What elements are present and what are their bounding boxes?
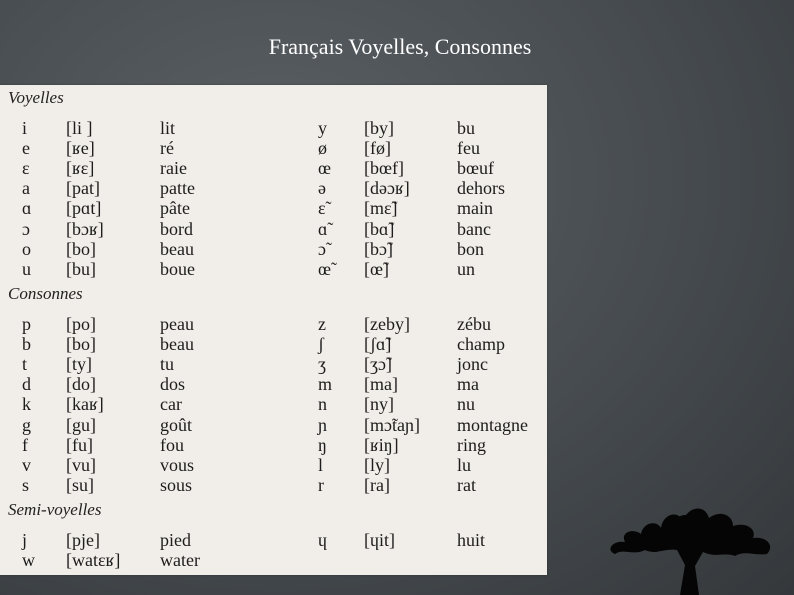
cell-example: dos	[160, 374, 186, 395]
cell-symbol-2: œ	[318, 158, 331, 179]
table-row	[0, 158, 547, 178]
cell-transcription: [vu]	[66, 454, 96, 475]
cell-example-2: bœuf	[457, 158, 494, 179]
cell-symbol: u	[22, 258, 31, 279]
table-row	[0, 138, 547, 158]
table-row	[0, 530, 547, 550]
cell-symbol-2: m	[318, 374, 333, 395]
cell-transcription: [pje]	[66, 530, 100, 550]
cell-transcription-2: [ɥit]	[364, 530, 395, 550]
cell-example: sous	[160, 474, 193, 495]
cell-transcription-2: [œ̃]	[364, 258, 389, 279]
cell-transcription: [kaʁ]	[66, 394, 104, 415]
section-heading-voyelles: Voyelles	[8, 88, 64, 107]
cell-transcription-2: [ʃɑ̃]	[364, 334, 392, 355]
cell-transcription-2: [ma]	[364, 374, 398, 395]
cell-symbol-2: l	[318, 454, 324, 475]
cell-transcription: [li ]	[66, 118, 93, 138]
cell-example: tu	[160, 354, 175, 375]
cell-transcription: [bo]	[66, 238, 96, 259]
cell-example-2: dehors	[457, 178, 505, 199]
cell-transcription-2: [mɔ̃taɲ]	[364, 414, 420, 435]
cell-symbol: i	[22, 118, 28, 138]
cell-example: beau	[160, 238, 194, 259]
cell-transcription-2: [bɔ̃]	[364, 238, 393, 259]
cell-example: patte	[160, 178, 195, 199]
cell-example: lit	[160, 118, 176, 138]
cell-example-2: champ	[457, 334, 505, 355]
cell-example-2: zébu	[457, 314, 491, 334]
cell-transcription-2: [dəɔʁ]	[364, 178, 410, 199]
table-row	[0, 178, 547, 198]
cell-symbol-2: ɔ̃	[318, 238, 326, 259]
cell-symbol-2: œ̃	[318, 258, 331, 279]
cell-symbol-2: n	[318, 394, 327, 415]
cell-symbol-2: ŋ	[318, 434, 327, 455]
cell-transcription-2: [fø]	[364, 138, 391, 159]
cell-example-2: bon	[457, 238, 484, 259]
cell-example-2: ring	[457, 434, 486, 455]
cell-symbol: j	[22, 530, 28, 550]
cell-symbol-2: y	[318, 118, 327, 138]
cell-example: goût	[160, 414, 193, 435]
cell-transcription-2: [zeby]	[364, 314, 410, 334]
slide-title: Français Voyelles, Consonnes	[268, 34, 532, 59]
cell-symbol: k	[22, 394, 31, 415]
cell-symbol: e	[22, 138, 30, 159]
cell-example: water	[160, 550, 200, 570]
table-row	[0, 239, 547, 259]
cell-symbol-2: ɥ	[318, 530, 327, 550]
table-row	[0, 435, 547, 455]
cell-transcription: [gu]	[66, 414, 96, 435]
cell-example: raie	[160, 158, 187, 179]
cell-example: pied	[160, 530, 191, 550]
cell-example-2: rat	[457, 474, 476, 495]
cell-symbol: f	[22, 434, 28, 455]
table-row	[0, 455, 547, 475]
cell-transcription: [ty]	[66, 354, 92, 375]
cell-example: peau	[160, 314, 194, 334]
cell-transcription: [watɛʁ]	[66, 550, 121, 570]
cell-symbol: g	[22, 414, 31, 435]
cell-example-2: lu	[457, 454, 472, 475]
cell-transcription-2: [bɑ̃]	[364, 218, 395, 239]
cell-symbol-2: ɑ̃	[318, 218, 328, 239]
cell-symbol: o	[22, 238, 31, 259]
cell-example-2: nu	[457, 394, 475, 415]
cell-example-2: jonc	[457, 354, 488, 375]
cell-symbol: s	[22, 474, 30, 495]
cell-example-2: montagne	[457, 414, 528, 435]
table-row	[0, 394, 547, 414]
cell-example-2: banc	[457, 218, 491, 239]
table-row	[0, 354, 547, 374]
cell-transcription: [pat]	[66, 178, 100, 199]
cell-transcription-2: [ʁiŋ]	[364, 434, 399, 455]
cell-symbol: w	[22, 550, 35, 570]
section-heading-semi-voyelles: Semi-voyelles	[8, 500, 102, 519]
cell-symbol-2: z	[318, 314, 326, 334]
cell-transcription: [bu]	[66, 258, 96, 279]
cell-example: ré	[160, 138, 174, 159]
cell-example-2: huit	[457, 530, 486, 550]
cell-symbol: ɑ	[22, 198, 32, 219]
cell-transcription-2: [bœf]	[364, 158, 404, 179]
cell-symbol-2: ø	[318, 138, 327, 159]
cell-example-2: feu	[457, 138, 480, 159]
cell-symbol: t	[22, 354, 28, 375]
cell-transcription: [bɔʁ]	[66, 218, 104, 239]
table-row	[0, 259, 547, 279]
cell-symbol: a	[22, 178, 30, 199]
cell-symbol-2: ə	[318, 178, 326, 199]
cell-example: boue	[160, 258, 195, 279]
cell-transcription: [po]	[66, 314, 96, 334]
phonetic-table	[0, 85, 547, 575]
cell-symbol-2: ʒ	[318, 354, 326, 375]
cell-transcription: [ʁɛ]	[66, 158, 95, 179]
cell-example-2: un	[457, 258, 475, 279]
cell-symbol: ɔ	[22, 218, 30, 239]
cell-transcription: [su]	[66, 474, 94, 495]
cell-transcription-2: [by]	[364, 118, 394, 138]
cell-transcription: [ʁe]	[66, 138, 95, 159]
cell-symbol: b	[22, 334, 31, 355]
cell-example-2: bu	[457, 118, 475, 138]
cell-example: vous	[160, 454, 195, 475]
table-row	[0, 475, 547, 495]
cell-symbol-2: ɛ̃	[318, 198, 326, 219]
cell-transcription-2: [ly]	[364, 454, 390, 475]
section-heading-consonnes: Consonnes	[8, 284, 83, 303]
cell-example: bord	[160, 218, 193, 239]
cell-symbol: p	[22, 314, 31, 334]
cell-example: fou	[160, 434, 184, 455]
cell-example: car	[160, 394, 182, 415]
table-row	[0, 118, 547, 138]
cell-symbol: ɛ	[22, 158, 30, 179]
cell-transcription: [pɑt]	[66, 198, 102, 219]
cell-symbol-2: r	[318, 474, 324, 495]
tree-silhouette-image	[585, 470, 794, 595]
cell-transcription: [do]	[66, 374, 96, 395]
cell-symbol-2: ɲ	[318, 414, 327, 435]
cell-example: pâte	[160, 198, 190, 219]
cell-symbol: v	[22, 454, 31, 475]
cell-transcription: [fu]	[66, 434, 93, 455]
cell-example-2: ma	[457, 374, 479, 395]
cell-example-2: main	[457, 198, 493, 219]
cell-example: beau	[160, 334, 194, 355]
table-row	[0, 415, 547, 435]
table-row	[0, 550, 547, 570]
cell-transcription: [bo]	[66, 334, 96, 355]
table-row	[0, 314, 547, 334]
cell-symbol: d	[22, 374, 31, 395]
cell-transcription-2: [ny]	[364, 394, 394, 415]
cell-transcription-2: [mɛ̃]	[364, 198, 398, 219]
table-row	[0, 334, 547, 354]
table-row	[0, 198, 547, 218]
table-row	[0, 219, 547, 239]
cell-transcription-2: [ʒɔ̃]	[364, 354, 392, 375]
cell-transcription-2: [ra]	[364, 474, 390, 495]
cell-symbol-2: ʃ	[318, 334, 324, 355]
table-row	[0, 374, 547, 394]
